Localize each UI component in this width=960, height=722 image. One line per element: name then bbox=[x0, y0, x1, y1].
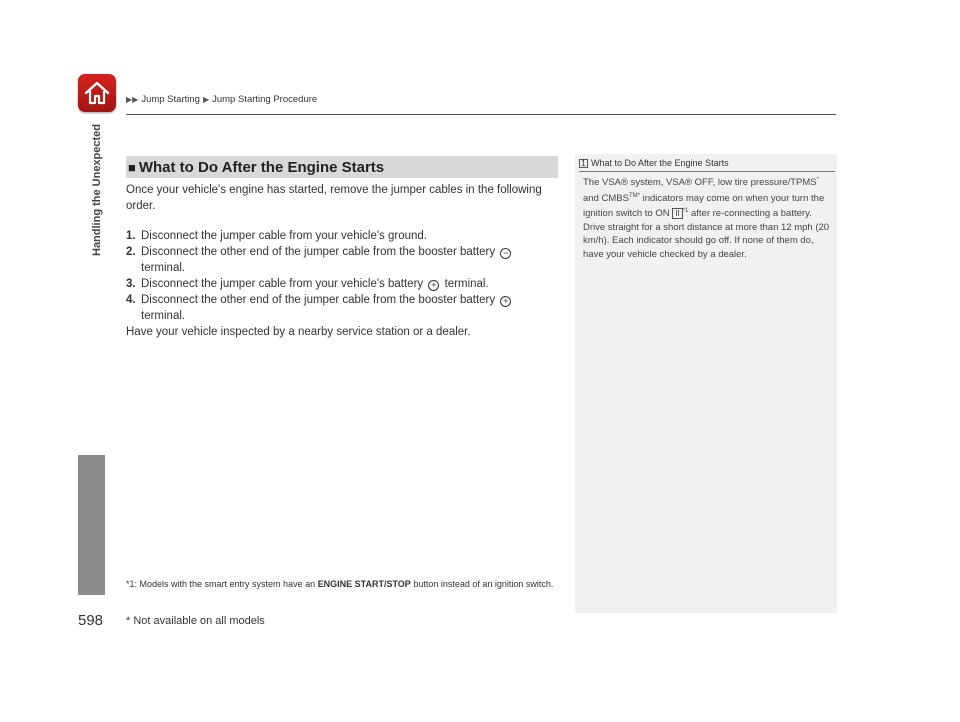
note-reference-icon: 1 bbox=[579, 159, 588, 168]
section-title bbox=[126, 156, 558, 178]
home-icon bbox=[83, 80, 111, 106]
list-item: 4. Disconnect the other end of the jumper cable from the booster battery + terminal. bbox=[126, 292, 558, 324]
note-paragraph: The VSA® system, VSA® OFF, low tire pressure/TPMS* and $CMBS^{TM*}$ indicators may come on when your turn the ignition switch to ON II $^{*1}$ after re-connecting a battery. bbox=[583, 177, 825, 220]
list-item: 3. Disconnect the jumper cable from your vehicle's battery + terminal. bbox=[126, 278, 489, 290]
list-item: 1. Disconnect the jumper cable from your vehicle's ground. bbox=[126, 230, 428, 242]
side-note-panel bbox=[575, 154, 837, 613]
plus-terminal-icon: + bbox=[500, 296, 511, 307]
closing-paragraph: Have your vehicle inspected by a nearby service station or a dealer. bbox=[126, 326, 471, 338]
note-body bbox=[583, 174, 833, 261]
plus-terminal-icon: + bbox=[428, 280, 439, 291]
footnote: *1: Models with the smart entry system have an ENGINE START/STOP button instead of an ignition switch. bbox=[126, 579, 554, 589]
breadcrumb bbox=[126, 94, 317, 105]
header-divider bbox=[126, 114, 836, 115]
note-divider bbox=[579, 171, 835, 172]
availability-note: * Not available on all models bbox=[126, 615, 265, 627]
section-body bbox=[126, 182, 558, 340]
intro-paragraph: Once your vehicle's engine has started, remove the jumper cables in the following order. bbox=[126, 184, 542, 212]
home-button[interactable] bbox=[78, 74, 116, 112]
note-title[interactable]: 1 What to Do After the Engine Starts bbox=[579, 158, 729, 168]
square-bullet-icon: ■ bbox=[128, 159, 136, 175]
chevron-right-icon: ▶▶ bbox=[126, 95, 139, 104]
breadcrumb-item-jump-starting[interactable]: Jump Starting bbox=[141, 94, 200, 105]
chevron-right-icon: ▶ bbox=[202, 95, 210, 104]
steps-list bbox=[126, 228, 558, 324]
breadcrumb-item-procedure[interactable]: Jump Starting Procedure bbox=[212, 94, 318, 105]
note-paragraph: Drive straight for a short distance at more than 12 mph (20 km/h). Each indicator should go off. If none of them do, have your vehicle checked by a dealer. bbox=[583, 221, 830, 260]
list-item: 2. Disconnect the other end of the jumper cable from the booster battery − terminal. bbox=[126, 244, 558, 276]
page-number: 598 bbox=[78, 612, 104, 629]
chapter-label: Handling the Unexpected bbox=[91, 124, 103, 257]
chapter-tab-marker bbox=[78, 455, 105, 595]
minus-terminal-icon: − bbox=[500, 248, 511, 259]
section-title-text: What to Do After the Engine Starts bbox=[138, 158, 385, 176]
ignition-position-icon: II bbox=[672, 208, 682, 219]
